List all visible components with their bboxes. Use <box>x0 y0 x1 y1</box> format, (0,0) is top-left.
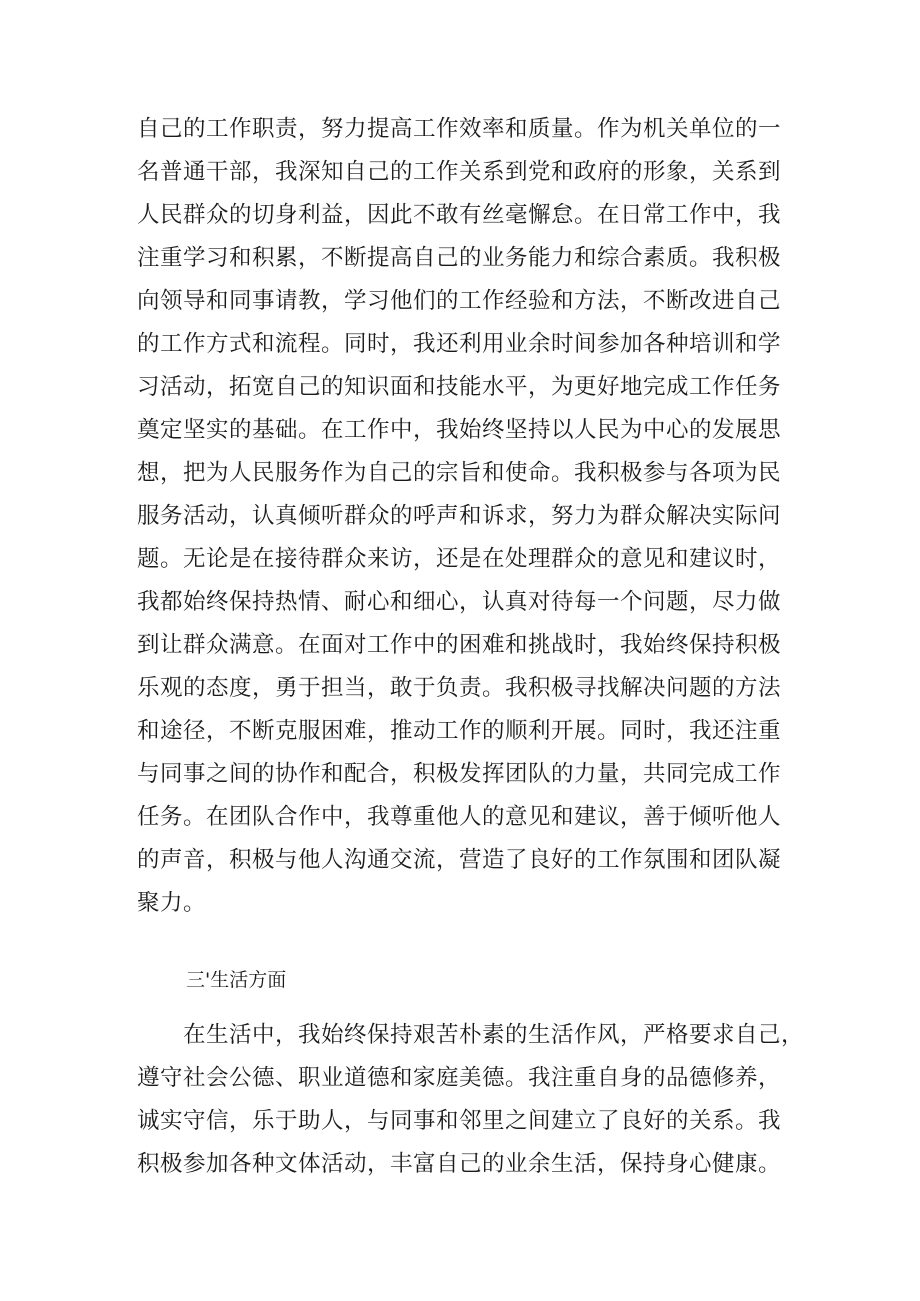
paragraph-line: 到让群众满意。在面对工作中的困难和挑战时，我始终保持积极 <box>137 632 782 658</box>
paragraph-line: 积极参加各种文体活动，丰富自己的业余生活，保持身心健康。 <box>137 1151 782 1177</box>
paragraph-line: 习活动，拓宽自己的知识面和技能水平，为更好地完成工作任务 <box>137 374 782 400</box>
paragraph-line: 向领导和同事请教，学习他们的工作经验和方法，不断改进自己 <box>137 288 782 314</box>
section-heading: 三'生活方面 <box>186 969 287 991</box>
paragraph-line: 聚力。 <box>137 890 207 916</box>
paragraph-line: 服务活动，认真倾听群众的呼声和诉求，努力为群众解决实际问 <box>137 503 782 529</box>
paragraph-line: 在生活中，我始终保持艰苦朴素的生活作风，严格要求自己， <box>137 1022 805 1048</box>
paragraph-line: 人民群众的切身利益，因此不敢有丝毫懈怠。在日常工作中，我 <box>137 202 782 228</box>
paragraph-line: 想，把为人民服务作为自己的宗旨和使命。我积极参与各项为民 <box>137 460 782 486</box>
paragraph-line: 和途径，不断克服困难，推动工作的顺利开展。同时，我还注重 <box>137 718 782 744</box>
paragraph-line: 自己的工作职责，努力提高工作效率和质量。作为机关单位的一 <box>137 116 782 142</box>
paragraph-line: 注重学习和积累，不断提高自己的业务能力和综合素质。我积极 <box>137 245 782 271</box>
paragraph-line: 名普通干部，我深知自己的工作关系到党和政府的形象，关系到 <box>137 159 782 185</box>
paragraph-line: 我都始终保持热情、耐心和细心，认真对待每一个问题，尽力做 <box>137 589 782 615</box>
paragraph-line: 乐观的态度，勇于担当，敢于负责。我积极寻找解决问题的方法 <box>137 675 782 701</box>
paragraph-line: 奠定坚实的基础。在工作中，我始终坚持以人民为中心的发展思 <box>137 417 782 443</box>
paragraph-line: 与同事之间的协作和配合，积极发挥团队的力量，共同完成工作 <box>137 761 782 787</box>
paragraph-line: 遵守社会公德、职业道德和家庭美德。我注重自身的品德修养， <box>137 1065 782 1091</box>
paragraph-line: 的声音，积极与他人沟通交流，营造了良好的工作氛围和团队凝 <box>137 847 782 873</box>
paragraph-line: 任务。在团队合作中，我尊重他人的意见和建议，善于倾听他人 <box>137 804 782 830</box>
paragraph-line: 题。无论是在接待群众来访，还是在处理群众的意见和建议时， <box>137 546 782 572</box>
paragraph-line: 的工作方式和流程。同时，我还利用业余时间参加各种培训和学 <box>137 331 782 357</box>
paragraph-line: 诚实守信，乐于助人，与同事和邻里之间建立了良好的关系。我 <box>137 1108 782 1134</box>
